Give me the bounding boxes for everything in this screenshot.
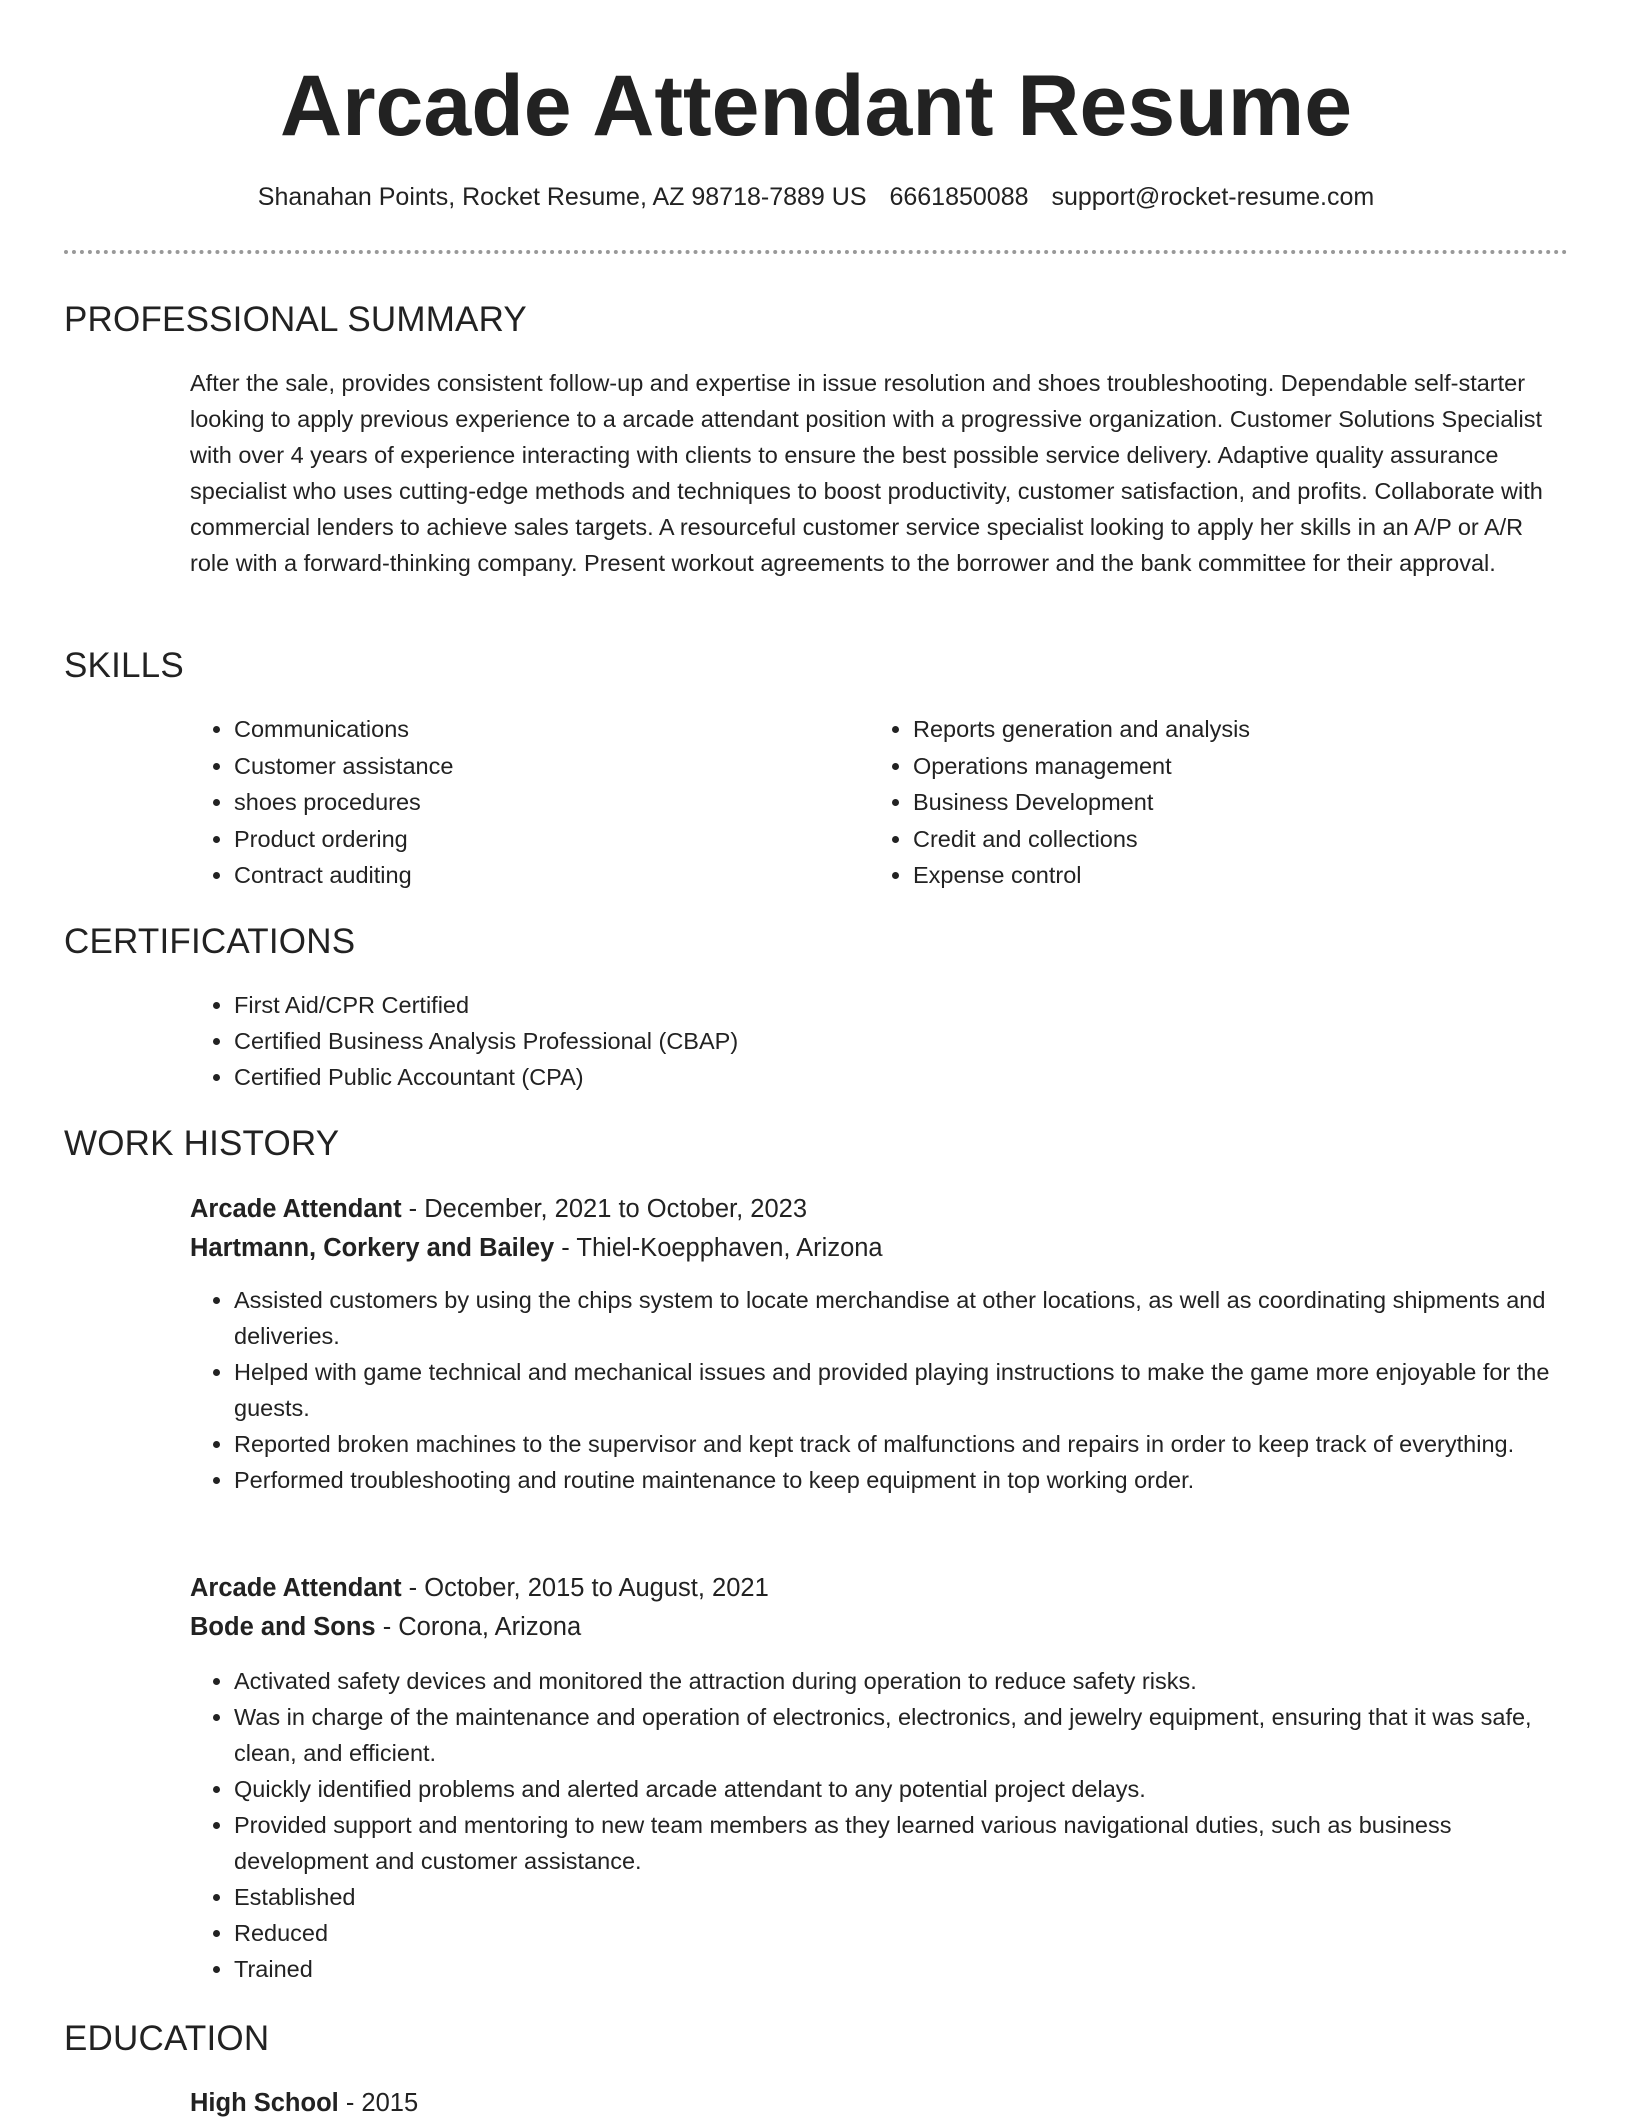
resume-title: Arcade Attendant Resume xyxy=(279,58,1353,154)
section-title-skills: SKILLS xyxy=(64,646,184,685)
job-company-line xyxy=(190,1229,1568,1268)
skill-item: • Customer assistance xyxy=(234,748,870,785)
contact-email: support@rocket-resume.com xyxy=(1051,183,1375,211)
job-bullet: • Provided support and mentoring to new team members as they learned various navigational duties, such as business development and customer assistance. xyxy=(234,1807,1568,1879)
skill-item: • Credit and collections xyxy=(913,821,1549,858)
job-bullet: • Helped with game technical and mechanical issues and provided playing instructions to make the game more enjoyable for the guests. xyxy=(234,1354,1568,1426)
skill-item: • Communications xyxy=(234,711,870,748)
job-location: - Corona, Arizona xyxy=(375,1613,582,1641)
job-role-line xyxy=(190,1190,1568,1229)
education-year: - 2015 xyxy=(338,2089,419,2117)
job-bullets xyxy=(190,1663,1568,1987)
job-role: Arcade Attendant xyxy=(190,1195,402,1223)
skills-column-right xyxy=(869,711,1549,894)
job-bullet: • Quickly identified problems and alerted arcade attendant to any potential project delays. xyxy=(234,1771,1568,1807)
job-bullet: • Activated safety devices and monitored the attraction during operation to reduce safety risks. xyxy=(234,1663,1568,1699)
skill-item: • Business Development xyxy=(913,784,1549,821)
resume-page xyxy=(64,0,1568,2117)
job-role: Arcade Attendant xyxy=(190,1574,402,1602)
skill-item: • Product ordering xyxy=(234,821,870,858)
header-divider xyxy=(64,250,1568,254)
job-company-line xyxy=(190,1608,1568,1647)
job-bullet: • Assisted customers by using the chips system to locate merchandise at other locations, as well as coordinating shipments and deliveries. xyxy=(234,1282,1568,1354)
job-entry xyxy=(190,1190,1568,1498)
section-title-certifications: CERTIFICATIONS xyxy=(64,922,356,961)
section-title-summary: PROFESSIONAL SUMMARY xyxy=(64,300,527,339)
job-location: - Thiel-Koepphaven, Arizona xyxy=(554,1234,883,1262)
skill-item: • Contract auditing xyxy=(234,857,870,894)
job-bullet: • Trained xyxy=(234,1951,1568,1987)
education-degree: High School xyxy=(190,2089,339,2117)
job-bullet: • Performed troubleshooting and routine maintenance to keep equipment in top working order. xyxy=(234,1462,1568,1498)
section-title-education: EDUCATION xyxy=(64,2019,270,2058)
contact-phone: 6661850088 xyxy=(889,183,1029,211)
job-dates: - December, 2021 to October, 2023 xyxy=(401,1195,808,1223)
job-dates: - October, 2015 to August, 2021 xyxy=(401,1574,769,1602)
job-bullet: • Reduced xyxy=(234,1915,1568,1951)
skill-item: • Expense control xyxy=(913,857,1549,894)
job-bullet: • Was in charge of the maintenance and operation of electronics, electronics, and jewelry equipment, ensuring that it was safe, clean, and efficient. xyxy=(234,1699,1568,1771)
certifications-list xyxy=(190,987,1568,1095)
section-title-work-history: WORK HISTORY xyxy=(64,1124,340,1163)
job-bullets xyxy=(190,1282,1568,1498)
job-company: Bode and Sons xyxy=(190,1613,376,1641)
skill-item: • Operations management xyxy=(913,748,1549,785)
certification-item: • Certified Business Analysis Professional (CBAP) xyxy=(234,1023,1568,1059)
skills-column-left xyxy=(190,711,870,894)
contact-address: Shanahan Points, Rocket Resume, AZ 98718-7889 US xyxy=(257,183,867,211)
summary-text: After the sale, provides consistent follow-up and expertise in issue resolution and shoes troubleshooting. Dependable self-starter looking to apply previous experience to a arcade attendant position with a progressive organization. Customer Solutions Specialist with over 4 years of experience interacting with clients to ensure the best possible service delivery. Adaptive quality assurance specialist who uses cutting-edge methods and techniques to boost productivity, customer satisfaction, and profits. Collaborate with commercial lenders to achieve sales targets. A resourceful customer service specialist looking to apply her skills in an A/P or A/R role with a forward-thinking company. Present workout agreements to the borrower and the bank committee for their approval. xyxy=(190,370,1543,576)
job-bullet: • Established xyxy=(234,1879,1568,1915)
certification-item: • Certified Public Accountant (CPA) xyxy=(234,1059,1568,1095)
job-company: Hartmann, Corkery and Bailey xyxy=(190,1234,555,1262)
job-bullet: • Reported broken machines to the supervisor and kept track of malfunctions and repairs in order to keep track of everything. xyxy=(234,1426,1568,1462)
summary-section xyxy=(190,365,1568,581)
contact-line xyxy=(64,180,1568,214)
job-entry xyxy=(190,1569,1568,1987)
skill-item: • shoes procedures xyxy=(234,784,870,821)
education-entry xyxy=(190,2084,1568,2123)
job-role-line xyxy=(190,1569,1568,1608)
certification-item: • First Aid/CPR Certified xyxy=(234,987,1568,1023)
education-line xyxy=(190,2084,1568,2123)
skill-item: • Reports generation and analysis xyxy=(913,711,1549,748)
